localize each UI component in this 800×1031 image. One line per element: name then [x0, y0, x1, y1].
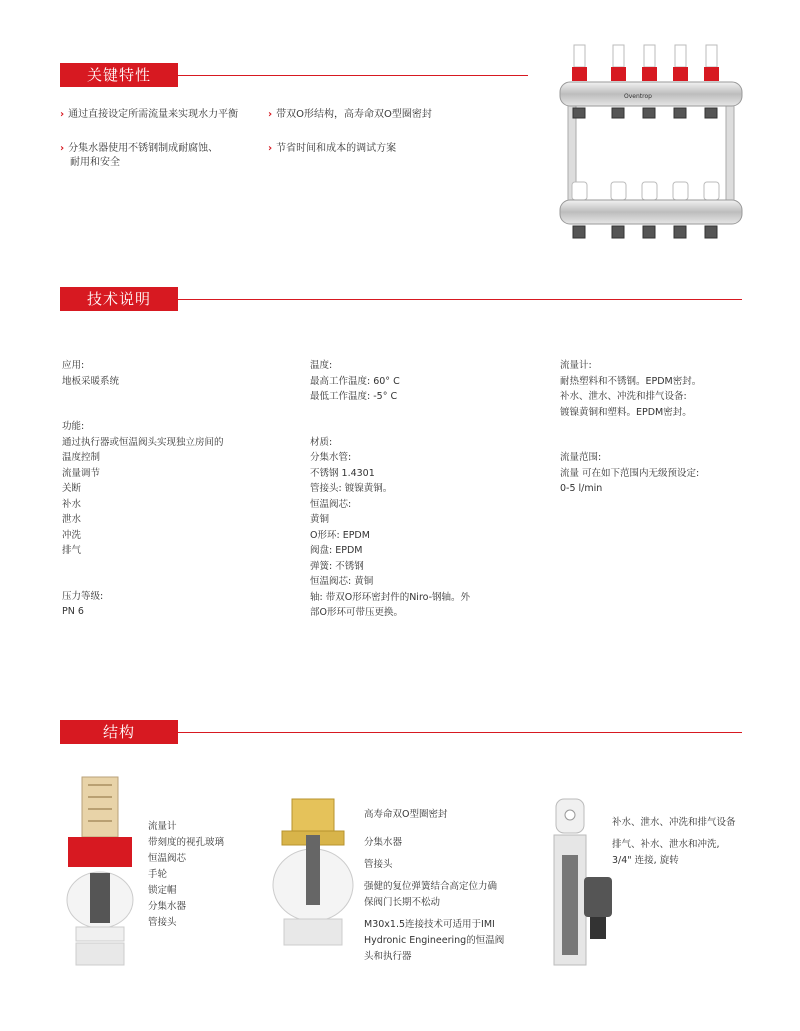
annotation: Hydronic Engineering的恒温阀: [364, 935, 505, 946]
annotation: 流量计: [148, 821, 177, 832]
spec-column-3: [560, 358, 780, 497]
spec-value: PN 6: [62, 606, 84, 617]
annotation: 分集水器: [364, 837, 403, 848]
chevron-right-icon: ›: [268, 109, 273, 120]
annotation: M30x1.5连接技术可适用于IMI: [364, 919, 495, 930]
spec-line: 最高工作温度: 60° C: [310, 375, 400, 387]
annotation-list-1: [148, 819, 224, 931]
annotation: 强健的复位弹簧结合高定位力确: [364, 881, 498, 892]
spec-label: 材质:: [310, 436, 333, 448]
annotation: 管接头: [364, 859, 393, 870]
fill-drain-device-image: [550, 795, 615, 970]
section-title-structure: 结构: [60, 720, 178, 744]
chevron-right-icon: ›: [268, 143, 273, 154]
annotation: 高寿命双O型圈密封: [364, 809, 448, 820]
spec-line: 关断: [62, 483, 82, 494]
spec-value: 0-5 l/min: [560, 483, 603, 494]
spec-line: O形环: EPDM: [310, 529, 370, 541]
spec-line: 黄铜: [310, 514, 330, 525]
chevron-right-icon: ›: [60, 109, 65, 120]
annotation: 保阀门长期不松动: [364, 897, 441, 908]
spec-label: 应用:: [62, 360, 85, 371]
spec-line: 温度控制: [62, 452, 101, 463]
annotation: 恒温阀芯: [148, 853, 187, 864]
spec-column-2: [310, 358, 530, 621]
spec-line: 耐热塑料和不锈钢。EPDM密封。: [560, 375, 702, 387]
annotation-list-2: [364, 807, 539, 965]
spec-line: 轴: 带双O形环密封件的Niro-钢轴。外: [310, 591, 471, 603]
spec-line: 泄水: [62, 514, 82, 525]
annotation: 排气、补水、泄水和冲洗,: [612, 839, 720, 850]
annotation: 锁定帽: [148, 885, 177, 896]
section-divider: [178, 75, 528, 76]
annotation: 带刻度的视孔玻璃: [148, 837, 225, 848]
section-title-features: 关键特性: [60, 63, 178, 87]
spec-line: 不锈钢 1.4301: [310, 467, 375, 479]
spec-line: 通过执行器或恒温阀头实现独立房间的: [62, 436, 224, 448]
spec-line: 管接头: 镀镍黄铜。: [310, 483, 393, 494]
spec-label: 功能:: [62, 421, 85, 432]
brand-mark: Oventrop: [624, 93, 652, 100]
feature-item: › 带双O形结构，高寿命双O型圈密封: [268, 109, 432, 120]
feature-item: › 节省时间和成本的调试方案: [268, 143, 397, 154]
spec-line: 恒温阀芯:: [310, 498, 352, 510]
section-divider: [178, 299, 742, 300]
spec-line: 部O形环可带压更换。: [310, 607, 403, 618]
annotation: 3/4" 连接, 旋转: [612, 855, 679, 866]
feature-item: › 通过直接设定所需流量来实现水力平衡: [60, 109, 239, 120]
spec-value: 地板采暖系统: [62, 375, 120, 387]
section-divider: [178, 732, 742, 733]
thermostatic-valve-image: [268, 795, 358, 950]
feature-item: › 分集水器使用不锈钢制成耐腐蚀、 耐用和安全: [60, 143, 219, 168]
spec-line: 阀盘: EPDM: [310, 545, 363, 556]
annotation: 分集水器: [148, 901, 187, 912]
spec-line: 最低工作温度: -5° C: [310, 391, 398, 402]
spec-line: 镀镍黄铜和塑料。EPDM密封。: [560, 406, 692, 418]
annotation-list-3: [612, 815, 736, 869]
spec-label: 温度:: [310, 360, 333, 371]
spec-label: 流量计:: [560, 360, 592, 371]
spec-line: 冲洗: [62, 529, 82, 541]
annotation: 管接头: [148, 917, 177, 928]
spec-line: 弹簧: 不锈钢: [310, 560, 364, 572]
spec-line: 排气: [62, 545, 82, 556]
spec-line: 分集水管:: [310, 452, 352, 463]
annotation: 手轮: [148, 869, 168, 880]
spec-label: 流量范围:: [560, 452, 602, 463]
spec-line: 补水: [62, 498, 82, 510]
spec-column-1: [62, 358, 282, 620]
manifold-product-image: [556, 40, 746, 270]
spec-line: 流量 可在如下范围内无级预设定:: [560, 467, 700, 479]
spec-line: 流量调节: [62, 467, 101, 479]
spec-label: 压力等级:: [62, 590, 104, 602]
spec-line: 恒温阀芯: 黄铜: [310, 576, 374, 587]
section-title-tech: 技术说明: [60, 287, 178, 311]
flowmeter-valve-image: [62, 775, 142, 970]
chevron-right-icon: ›: [60, 143, 65, 154]
annotation: 补水、泄水、冲洗和排气设备: [612, 817, 736, 828]
annotation: 头和执行器: [364, 951, 412, 962]
spec-line: 补水、泄水、冲洗和排气设备:: [560, 391, 687, 402]
